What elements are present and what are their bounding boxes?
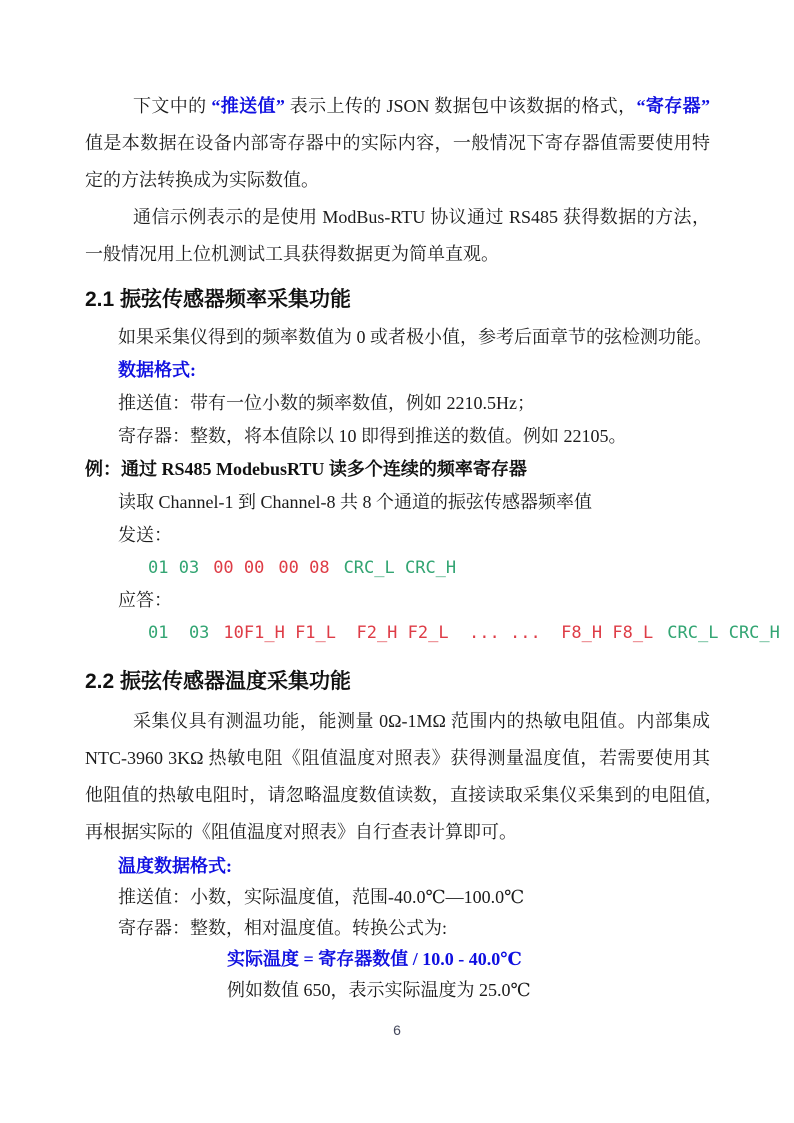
frame-byte-segment: 01 03 <box>148 623 210 643</box>
page-number: 6 <box>393 1022 401 1038</box>
frame-byte-segment: CRC_L CRC_H <box>667 623 780 643</box>
register-value-line: 寄存器：整数，将本值除以 10 即得到推送的数值。例如 22105。 <box>118 426 627 446</box>
reply-label: 应答： <box>118 590 172 610</box>
modbus-send-frame <box>148 552 710 584</box>
example-description: 读取 Channel-1 到 Channel-8 共 8 个通道的振弦传感器频率值 <box>118 492 592 512</box>
term-push-value: “推送值” <box>211 96 285 116</box>
frame-byte-segment: CRC_L CRC_H <box>343 558 457 578</box>
data-format-label: 数据格式: <box>118 360 196 380</box>
frame-byte-segment: 10F1_H F1_L F2_H F2_L ... ... F8_H F8_L <box>223 623 654 643</box>
temperature-example: 例如数值 650，表示实际温度为 25.0℃ <box>227 980 531 1000</box>
intro-paragraph-1 <box>85 88 710 199</box>
term-register: “寄存器” <box>636 96 711 116</box>
intro-p1-mid: 表示上传的 JSON 数据包中该数据的格式， <box>289 96 637 116</box>
intro-paragraph-2: 通信示例表示的是使用 ModBus-RTU 协议通过 RS485 获得数据的方法，一般情况用上位机测试工具获得数据更为简单直观。 <box>85 207 710 264</box>
section-2-1-heading: 2.1 振弦传感器频率采集功能 <box>85 288 352 311</box>
frame-byte-segment: 01 03 <box>148 558 200 578</box>
intro-p1-suffix: 值是本数据在设备内部寄存器中的实际内容，一般情况下寄存器值需要使用特定的方法转换成为实际数值。 <box>85 133 710 190</box>
example-heading: 例：通过 RS485 ModebusRTU 读多个连续的频率寄存器 <box>85 459 527 479</box>
temperature-format-label: 温度数据格式: <box>118 856 232 876</box>
temperature-register-line: 寄存器：整数，相对温度值。转换公式为: <box>118 918 447 938</box>
temperature-paragraph: 采集仪具有测温功能，能测量 0Ω-1MΩ 范围内的热敏电阻值。内部集成 NTC-3960 3KΩ 热敏电阻《阻值温度对照表》获得测量温度值，若需要使用其他阻值的热敏电阻时，请忽略温度数值读数，直接读取采集仪采集到的电阻值,再根据实际的《阻值温度对照表》自行查表计算即可。 <box>85 711 711 842</box>
frame-byte-segment: 00 08 <box>278 558 330 578</box>
send-label: 发送： <box>118 525 172 545</box>
modbus-reply-frame <box>148 617 780 649</box>
temperature-formula: 实际温度 = 寄存器数值 / 10.0 - 40.0℃ <box>227 949 522 969</box>
frame-byte-segment: 00 00 <box>213 558 265 578</box>
section-2-2-heading: 2.2 振弦传感器温度采集功能 <box>85 670 352 693</box>
push-value-line: 推送值：带有一位小数的频率数值，例如 2210.5Hz； <box>118 393 535 413</box>
intro-p1-prefix: 下文中的 <box>133 96 207 116</box>
frequency-note-line: 如果采集仪得到的频率数值为 0 或者极小值，参考后面章节的弦检测功能。 <box>118 327 712 347</box>
temperature-push-line: 推送值：小数，实际温度值，范围-40.0℃—100.0℃ <box>118 887 525 907</box>
